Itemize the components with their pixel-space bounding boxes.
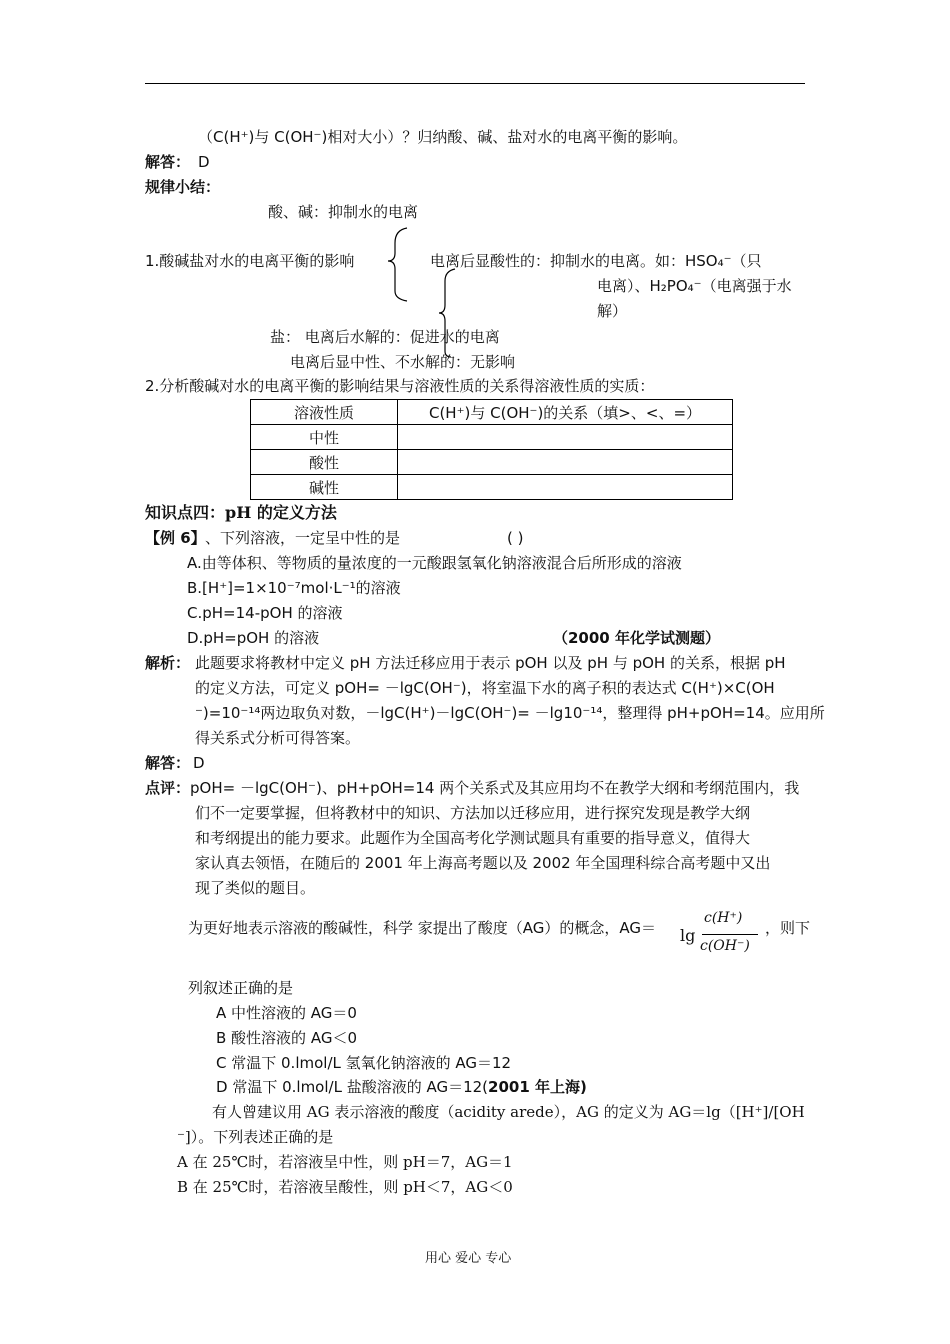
table-cell[interactable] [398,450,733,475]
section4-title: 知识点四：pH 的定义方法 [145,503,337,522]
comment-line: 现了类似的题目。 [195,879,316,897]
comment-line: pOH= －lgC(OH⁻)、pH+pOH=14 两个关系式及其应用均不在教学大纲和考纲范围内，我 [190,779,800,797]
option-d: D.pH=pOH 的溶液 [187,629,320,647]
analysis-line: 此题要求将教材中定义 pH 方法迁移应用于表示 pOH 以及 pH 与 pOH 的关系，根据 pH [195,654,786,672]
ag-formula-numerator: c(H⁺) [704,910,743,926]
acidic-after-cont1: 电离）、H₂PO₄⁻（电离强于水 [597,277,792,295]
ag-intro: 为更好地表示溶液的酸碱性，科学 家提出了酸度（AG）的概念，AG＝ [188,919,657,937]
acidic-after-cont2: 解） [597,302,628,320]
outer-brace [388,228,407,301]
ag-option-a: A 中性溶液的 AG＝0 [216,1004,357,1022]
analysis-label: 解析： [145,654,191,672]
example6-question: 、下列溶液，一定呈中性的是 [205,529,401,547]
acidity-option-a: A 在 25℃时，若溶液呈中性，则 pH＝7，AG＝1 [177,1153,513,1171]
example6-paren: ( ) [507,529,524,547]
acidic-after-ionization: 电离后显酸性的：抑制水的电离。如：HSO₄⁻（只 [430,252,762,270]
table-cell[interactable] [398,475,733,500]
salt-hydrolysis: 盐： 电离后水解的：促进水的电离 [270,328,500,346]
header-rule [145,83,805,84]
analysis-line: 得关系式分析可得答案。 [195,729,361,747]
example6-source: （2000 年化学试测题） [553,629,720,647]
summary-label: 规律小结： [145,178,221,196]
item2: 2.分析酸碱对水的电离平衡的影响结果与溶液性质的关系得溶液性质的实质： [145,377,655,395]
comment-line: 们不一定要掌握，但将教材中的知识、方法加以迁移应用，进行探究发现是教学大纲 [195,804,751,822]
ag-source: 2001 年上海) [488,1078,587,1096]
table-header-cell: C(H⁺)与 C(OH⁻)的关系（填>、<、=） [398,400,733,425]
acid-base-effect: 酸、碱：抑制水的电离 [268,203,419,221]
analysis-line: ⁻)=10⁻¹⁴两边取负对数，－lgC(H⁺)－lgC(OH⁻)= －lg10⁻¹⁴，整理得 pH+pOH=14。应用所 [195,704,825,722]
acidity-line1: 有人曾建议用 AG 表示溶液的酸度（acidity arede），AG 的定义为 AG＝lg（[H⁺]/[OH [212,1103,805,1121]
acidity-option-b: B 在 25℃时，若溶液呈酸性，则 pH＜7，AG＜0 [177,1178,513,1196]
table-cell: 中性 [251,425,398,450]
page-footer: 用心 爱心 专心 [425,1251,512,1266]
comment-line: 和考纲提出的能力要求。此题作为全国高考化学测试题具有重要的指导意义，值得大 [195,829,751,847]
neutral-no-hydrolysis: 电离后显中性、不水解的：无影响 [290,353,516,371]
table-row [251,425,733,450]
table-row [251,450,733,475]
analysis-line: 的定义方法，可定义 pOH= －lgC(OH⁻)，将室温下水的离子积的表达式 C(H⁺)×C(OH [195,679,775,697]
table-cell: 酸性 [251,450,398,475]
answer1-label: 解答： [145,153,191,171]
table-row [251,475,733,500]
ag-option-d-text: D 常温下 0.lmol/L 盐酸溶液的 AG＝12( [216,1078,489,1096]
answer1-value: D [198,153,210,171]
ag-after: ，则下 [765,919,811,937]
option-b: B.[H⁺]=1×10⁻⁷mol·L⁻¹的溶液 [187,579,401,597]
ag-formula-denominator: c(OH⁻) [700,938,750,954]
comment-line: 家认真去领悟，在随后的 2001 年上海高考题以及 2002 年全国理科综合高考题中又出 [195,854,771,872]
comment-label: 点评： [145,779,191,797]
fraction-bar [702,934,758,935]
answer2-value: D [193,754,205,772]
intro-line: （C(H⁺)与 C(OH⁻)相对大小）？归纳酸、碱、盐对水的电离平衡的影响。 [198,128,688,146]
solution-properties-table [250,399,733,500]
ag-cont: 列叙述正确的是 [188,979,294,997]
acidity-line2: ⁻]）。下列表述正确的是 [177,1128,334,1146]
option-c: C.pH=14-pOH 的溶液 [187,604,343,622]
table-header-row [251,400,733,425]
table-cell: 碱性 [251,475,398,500]
ag-option-d [216,1077,587,1097]
example6-label: 【例 6】 [145,529,206,547]
option-a: A.由等体积、等物质的量浓度的一元酸跟氢氧化钠溶液混合后所形成的溶液 [187,554,682,572]
ag-option-b: B 酸性溶液的 AG＜0 [216,1029,357,1047]
answer2-label: 解答： [145,754,191,772]
table-header-cell: 溶液性质 [251,400,398,425]
ag-option-c: C 常温下 0.lmol/L 氢氧化钠溶液的 AG＝12 [216,1054,512,1072]
ag-formula-lg: lg [680,926,696,945]
table-cell[interactable] [398,425,733,450]
item1-title: 1.酸碱盐对水的电离平衡的影响 [145,252,355,270]
